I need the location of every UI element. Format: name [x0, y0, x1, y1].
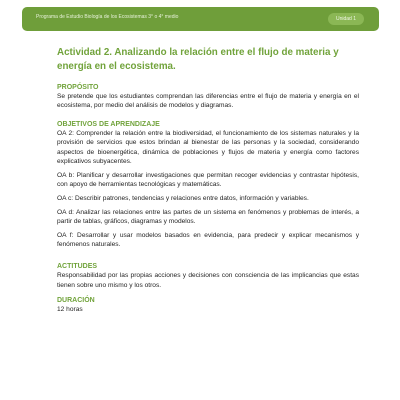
proposito-text: Se pretende que los estudiantes comprendan las diferencias entre el flujo de materia y energía en el ecosistema, por medio del análisis de modelos y diagramas. — [57, 93, 359, 110]
duracion-text: 12 horas — [57, 305, 83, 313]
objetivos-heading: OBJETIVOS DE APRENDIZAJE — [57, 121, 160, 129]
objective-oad: OA d: Analizar las relaciones entre las partes de un sistema en fenómenos y problemas de interés, a partir de tablas, gráficos, diagramas y modelos. — [57, 209, 359, 226]
actitudes-text: Responsabilidad por las propias acciones y decisiones con consciencia de las implicancias que estas tienen sobre uno mismo y los otros. — [57, 272, 359, 289]
document-content — [57, 46, 359, 314]
proposito-heading: PROPÓSITO — [57, 84, 99, 92]
objective-oac: OA c: Describir patrones, tendencias y relaciones entre datos, información y variables. — [57, 194, 309, 202]
activity-title: Actividad 2. Analizando la relación entre el flujo de materia y energía en el ecosistema. — [57, 47, 339, 72]
objective-oaf: OA f: Desarrollar y usar modelos basados en evidencia, para predecir y explicar mecanismos y fenómenos naturales. — [57, 232, 359, 249]
header-bar — [22, 7, 379, 31]
actitudes-heading: ACTITUDES — [57, 263, 98, 271]
unit-badge: Unidad 1 — [328, 13, 364, 25]
duracion-heading: DURACIÓN — [57, 296, 95, 304]
program-title: Programa de Estudio Biología de los Ecosistemas 3° o 4° medio — [36, 14, 179, 20]
objective-oab: OA b: Planificar y desarrollar investigaciones que permitan recoger evidencias y contrastar hipótesis, con apoyo de herramientas tecnológicas y matemáticas. — [57, 171, 359, 188]
objective-oa2: OA 2: Comprender la relación entre la biodiversidad, el funcionamiento de los sistemas naturales y la provisión de servicios que estos brindan al bienestar de las personas y la sociedad, considerando aspectos de bioenergética, dinámica de poblaciones y flujos de materia y energía como factores explicativos subyacentes. — [57, 130, 359, 165]
